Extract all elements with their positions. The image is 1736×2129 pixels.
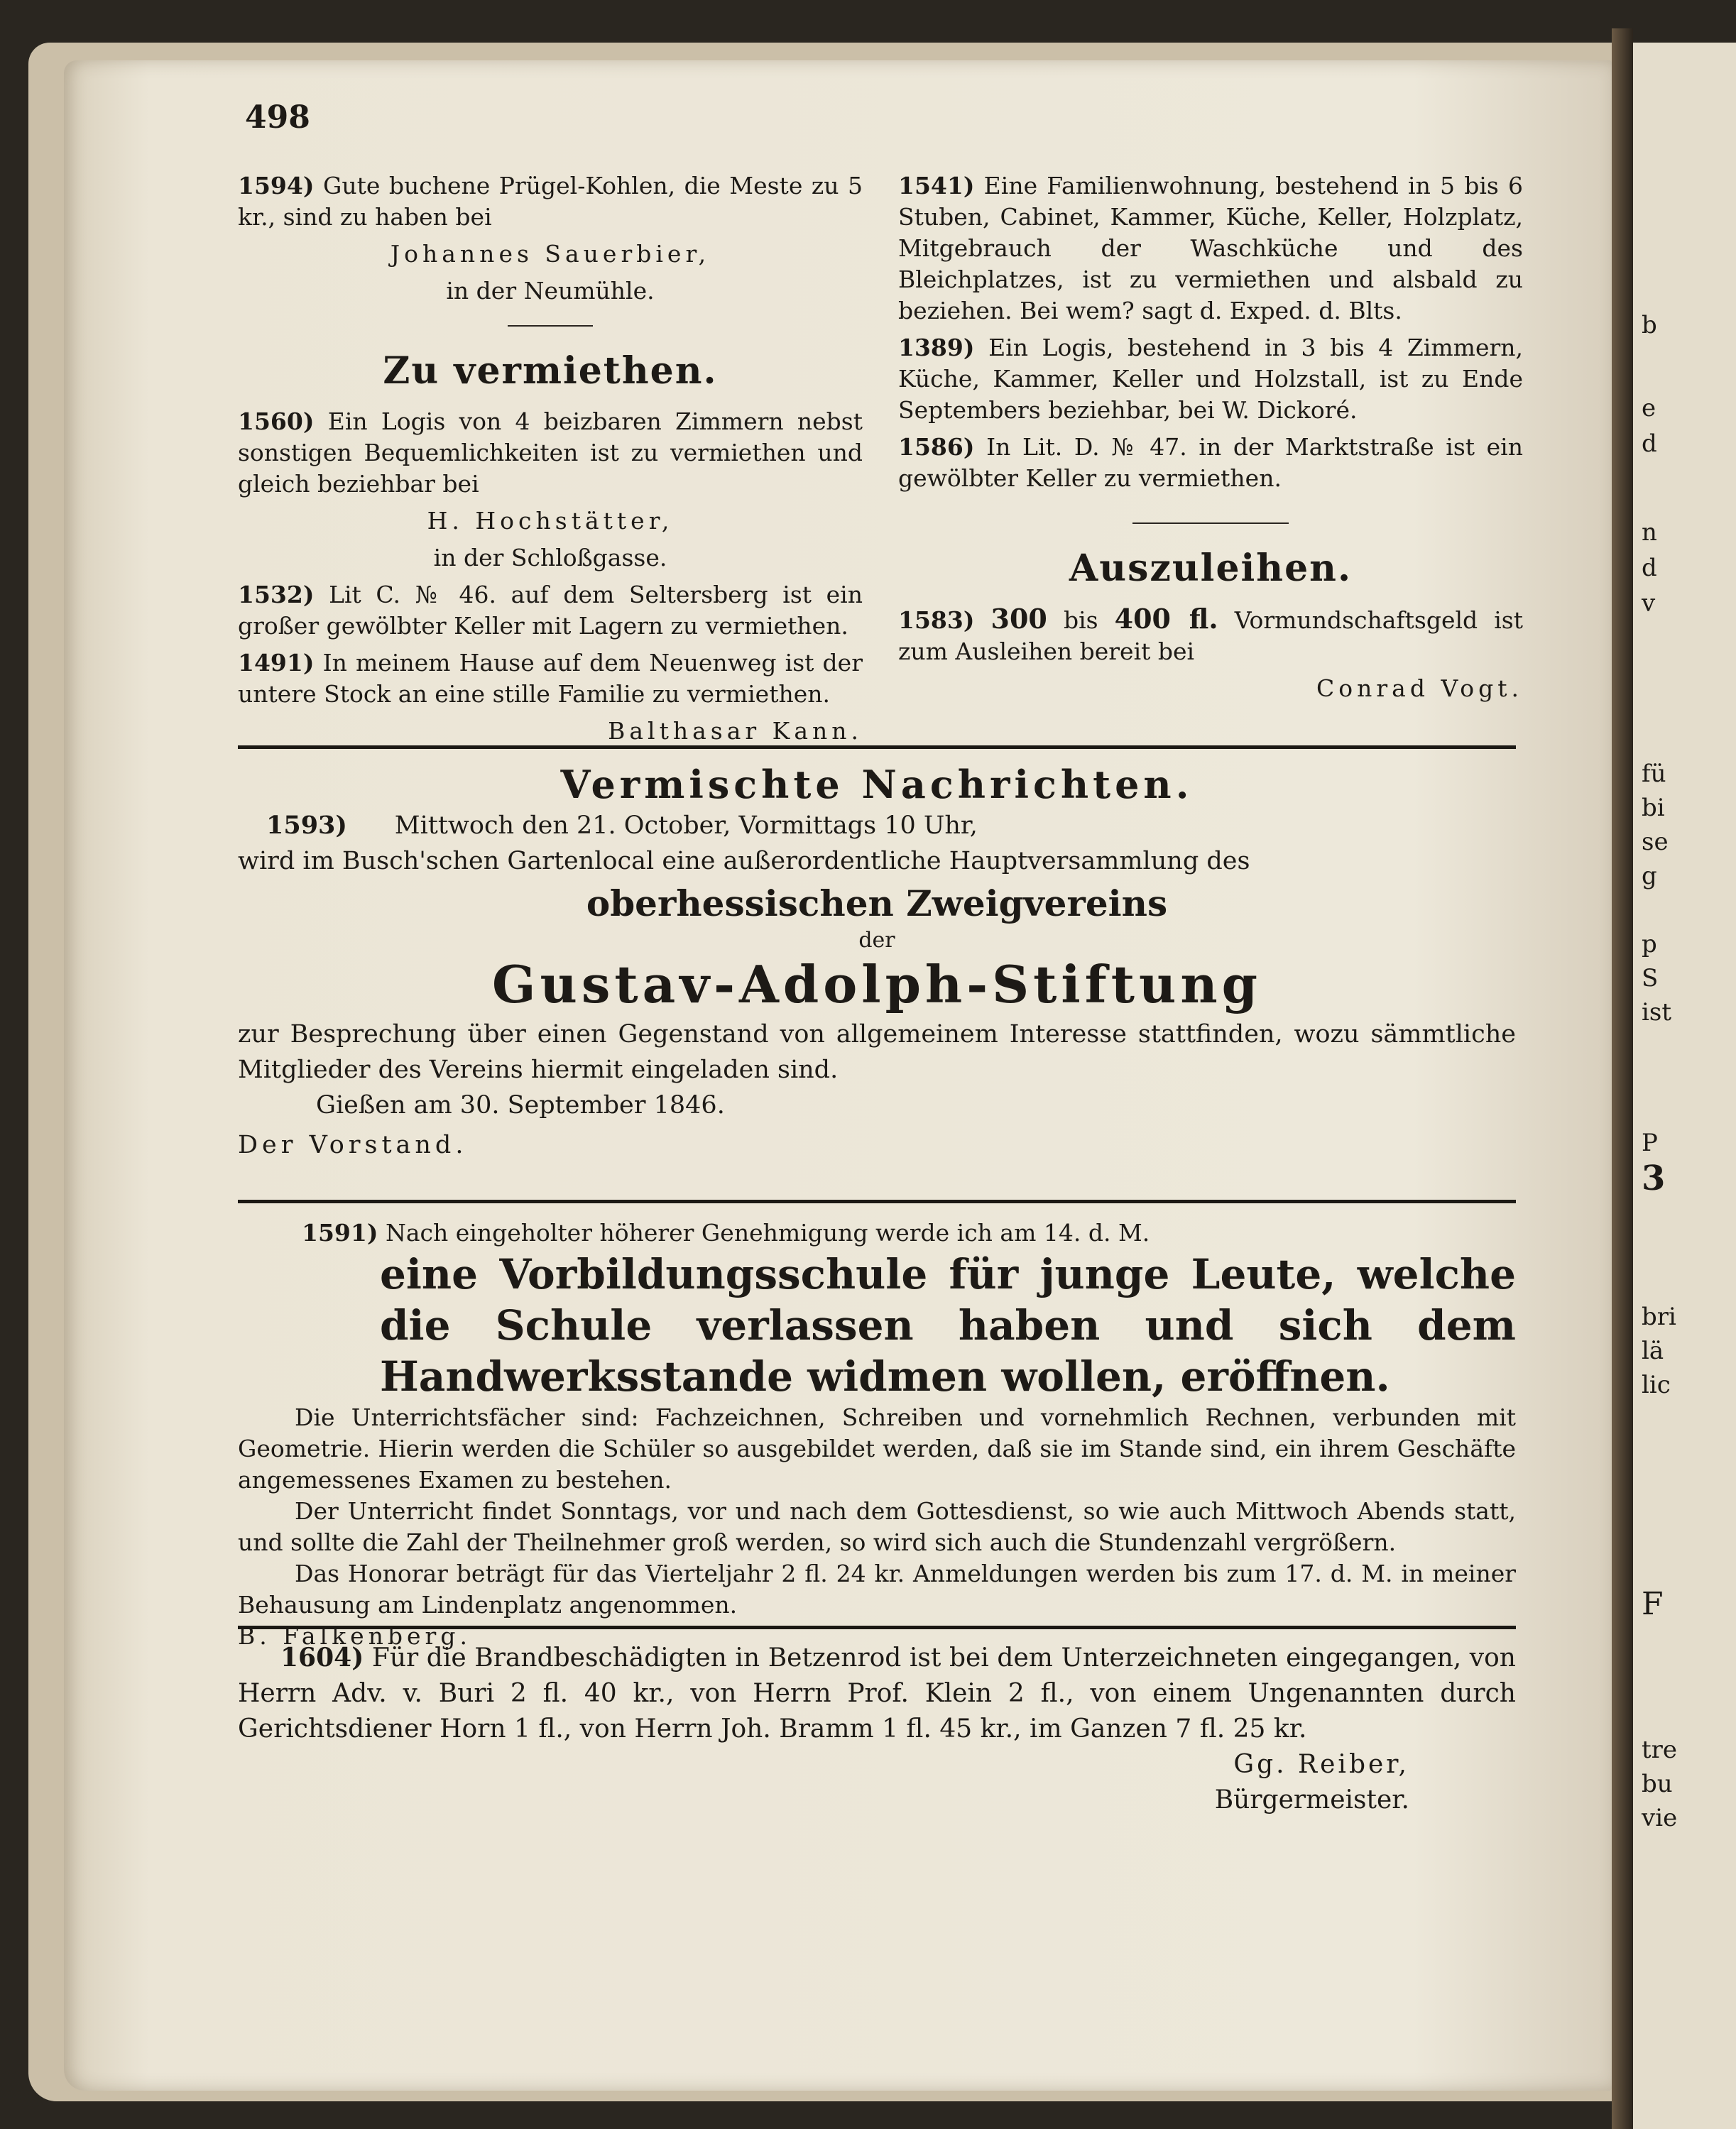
next-page-fragment: lic: [1642, 1371, 1671, 1399]
donation-text: [238, 1640, 1516, 1747]
meeting-purpose: zur Besprechung über einen Gegenstand von allgemeinem Interesse stattfinden, wozu sämmtliche Mitglieder des Vereins hiermit eingeladen sind.: [238, 1020, 1516, 1084]
next-page-fragment: lä: [1642, 1337, 1664, 1365]
meeting-date: Mittwoch den 21. October, Vormittags 10 Uhr,: [394, 811, 978, 840]
ad-signature: H. Hochstätter,: [427, 507, 674, 535]
next-page-fragment: p: [1642, 930, 1657, 958]
ad-number: 1591): [302, 1219, 378, 1247]
ad-text: In meinem Hause auf dem Neuenweg ist der untere Stock an eine stille Familie zu vermiethen.: [238, 649, 863, 708]
next-page-fragment: b: [1642, 311, 1657, 339]
ad-text: Gute buchene Prügel-Kohlen, die Meste zu 5 kr., sind zu haben bei: [238, 172, 863, 231]
amount-to: 400 fl.: [1114, 603, 1218, 635]
article-der: der: [858, 928, 895, 953]
ad-text: Eine Familienwohnung, bestehend in 5 bis 6 Stuben, Cabinet, Kammer, Küche, Keller, Holzplatz, Mitgebrauch der Waschküche und des Bleichplatzes, ist zu vermiethen und alsbald zu beziehen. Bei wem? sagt d. Exped. d. Blts.: [898, 172, 1523, 324]
next-page-fragment: vie: [1642, 1804, 1678, 1832]
right-column: [898, 170, 1523, 710]
separator-rule: [508, 325, 593, 327]
ad-1389: [898, 332, 1523, 426]
next-page-fragment: P: [1642, 1129, 1658, 1157]
next-page-fragment: ist: [1642, 998, 1671, 1027]
ad-1560: [238, 406, 863, 500]
intro-text: Nach eingeholter höherer Genehmigung werde ich am 14. d. M.: [385, 1219, 1150, 1247]
ad-signature: Conrad Vogt.: [1316, 674, 1523, 702]
ad-1594: [238, 170, 863, 233]
next-page-fragment: n: [1642, 518, 1657, 547]
next-page-fragment: v: [1642, 589, 1656, 618]
foundation-name: Gustav-Adolph-Stiftung: [491, 954, 1262, 1014]
ad-number: 1586): [898, 433, 975, 461]
next-page-fragment: se: [1642, 828, 1669, 856]
ad-text: Vormundschaftsgeld ist zum Ausleihen bereit bei: [898, 606, 1523, 665]
ad-text: In Lit. D. № 47. in der Marktstraße ist ein gewölbter Keller zu vermiethen.: [898, 433, 1523, 492]
amount-from: 300: [990, 603, 1047, 635]
ad-text: Ein Logis von 4 beizbaren Zimmern nebst sonstigen Bequemlichkeiten ist zu vermiethen und gleich beziehbar bei: [238, 407, 863, 498]
ad-1491: [238, 647, 863, 710]
next-page-fragment: bi: [1642, 794, 1665, 822]
ad-number: 1491): [238, 649, 315, 677]
dateline: Gießen am 30. September 1846.: [316, 1091, 725, 1120]
donation-body: Für die Brandbeschädigten in Betzenrod ist bei dem Unterzeichneten eingegangen, von Herrn Adv. v. Buri 2 fl. 40 kr., von Herrn Prof. Klein 2 fl., von einem Ungenannten durch Gerichtsdiener Horn 1 fl., von Herrn Joh. Bramm 1 fl. 45 kr., im Ganzen 7 fl. 25 kr.: [238, 1643, 1516, 1744]
next-page-fragment: fü: [1642, 760, 1666, 788]
association-name: oberhessischen Zweigvereins: [586, 882, 1168, 924]
next-page-fragment: S: [1642, 964, 1659, 992]
separator-rule: [1132, 522, 1289, 524]
signature: Gg. Reiber,: [1233, 1750, 1409, 1779]
school-headline: eine Vorbildungsschule für junge Leute, welche die Schule verlassen haben und sich dem Handwerksstande widmen wollen, eröffnen.: [380, 1250, 1516, 1401]
school-subjects: Die Unterrichtsfächer sind: Fachzeichnen, Schreiben und vornehmlich Rechnen, verbunden mit Geometrie. Hierin werden die Schüler so ausgebildet werden, daß sie im Stande sind, ein ihrem Geschäfte angemessenes Examen zu bestehen.: [238, 1403, 1516, 1494]
signature-title: Bürgermeister.: [1214, 1785, 1409, 1815]
school-intro: [238, 1217, 1516, 1249]
ad-number: 1541): [898, 172, 975, 199]
next-page-fragment: g: [1642, 862, 1657, 890]
school-ad: [238, 1217, 1516, 1652]
word-bis: bis: [1063, 606, 1098, 634]
ad-number: 1594): [238, 172, 315, 199]
section-title: Vermischte Nachrichten.: [560, 762, 1194, 807]
ad-number: 1389): [898, 334, 975, 361]
section-rule: [238, 745, 1516, 749]
next-page-fragment: d: [1642, 554, 1657, 582]
meeting-announcement: [238, 808, 1516, 843]
ad-place: in der Schloßgasse.: [433, 544, 667, 571]
donation-ad: [238, 1640, 1516, 1818]
left-column: [238, 170, 863, 752]
ad-number: 1532): [238, 581, 315, 608]
section-rule: [238, 1626, 1516, 1629]
ad-signature: Johannes Sauerbier,: [390, 240, 711, 268]
mixed-news-section: [238, 762, 1516, 1163]
page-number: 498: [245, 99, 310, 136]
ad-text: Ein Logis, bestehend in 3 bis 4 Zimmern, Küche, Kammer, Keller und Holzstall, ist zu Ende Septembers beziehbar, bei W. Dickoré.: [898, 334, 1523, 424]
book-gutter: [1612, 28, 1633, 2129]
next-page-fragment: bri: [1642, 1303, 1676, 1331]
next-page-fragment: e: [1642, 394, 1656, 422]
school-schedule: Der Unterricht findet Sonntags, vor und nach dem Gottesdienst, so wie auch Mittwoch Abends statt, und sollte die Zahl der Theilnehmer groß werden, so wird sich auch die Stundenzahl vergrößern.: [238, 1497, 1516, 1556]
ad-number: 1583): [898, 606, 975, 634]
section-heading-rent: Zu vermiethen.: [383, 349, 718, 393]
adjacent-page: [1633, 43, 1736, 2129]
ad-number: 1604): [280, 1643, 364, 1673]
section-rule: [238, 1200, 1516, 1203]
ad-1586: [898, 432, 1523, 494]
meeting-location: wird im Busch'schen Gartenlocal eine außerordentliche Hauptversammlung des: [238, 847, 1250, 875]
ad-number: 1593): [266, 811, 347, 840]
next-page-fragment: F: [1642, 1586, 1664, 1622]
signature: Der Vorstand.: [238, 1131, 468, 1159]
ad-1583: [898, 603, 1523, 667]
ad-place: in der Neumühle.: [446, 277, 655, 305]
ad-number: 1560): [238, 407, 315, 435]
ad-1541: [898, 170, 1523, 327]
next-page-fragment: 3: [1642, 1159, 1666, 1198]
ad-text: Lit C. № 46. auf dem Seltersberg ist ein großer gewölbter Keller mit Lagern zu vermiethen.: [238, 581, 863, 640]
school-fees: Das Honorar beträgt für das Vierteljahr 2 fl. 24 kr. Anmeldungen werden bis zum 17. d. M. in meiner Behausung am Lindenplatz angenommen.: [238, 1560, 1516, 1619]
signature: B. Falkenberg.: [238, 1622, 471, 1650]
ad-signature: Balthasar Kann.: [608, 717, 863, 745]
next-page-fragment: d: [1642, 429, 1657, 458]
section-heading-lend: Auszuleihen.: [1069, 547, 1353, 590]
ad-1532: [238, 579, 863, 642]
next-page-fragment: tre: [1642, 1736, 1678, 1764]
next-page-fragment: bu: [1642, 1770, 1673, 1798]
